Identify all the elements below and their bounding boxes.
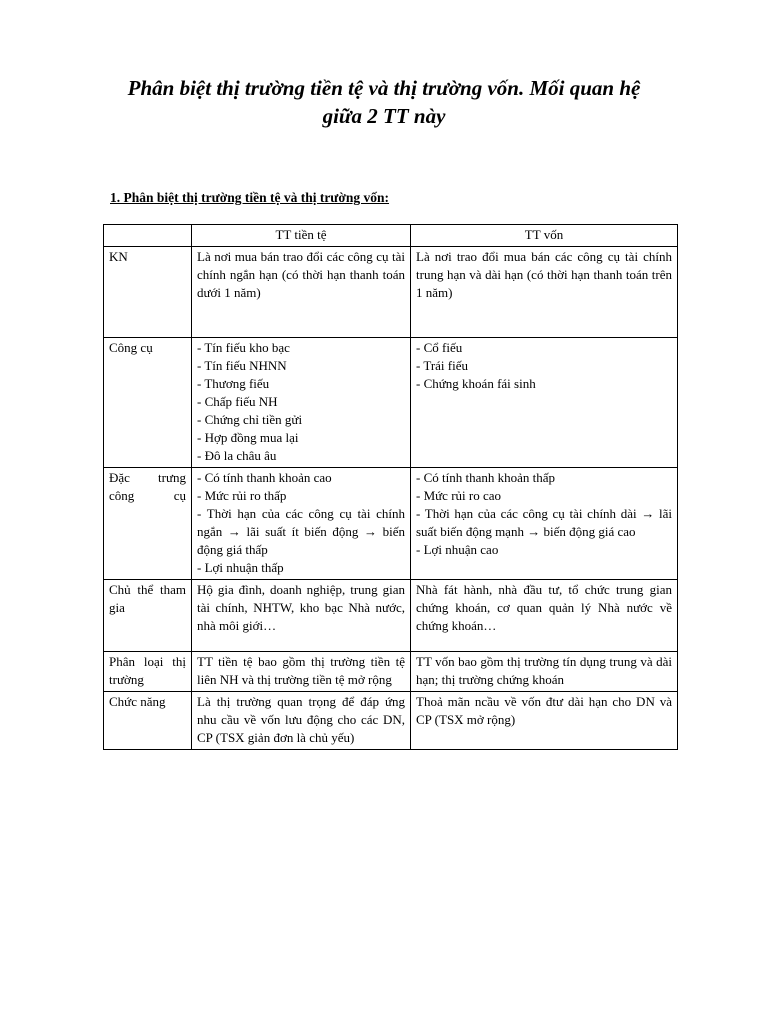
table-row-chu-the <box>104 580 678 652</box>
cell-line: - Có tính thanh khoản thấp <box>416 470 556 485</box>
cell-von <box>411 692 678 750</box>
cell-von <box>411 338 678 468</box>
row-label: Chức năng <box>104 692 192 750</box>
cell-line: Là nơi trao đổi mua bán các công cụ tài chính trung hạn và dài hạn (có thời hạn thanh toán trên 1 năm) <box>416 249 672 300</box>
cell-tien-te <box>192 338 411 468</box>
table-row-chuc-nang <box>104 692 678 750</box>
cell-line: - Trái fiếu <box>416 358 468 373</box>
cell-line: Hộ gia đình, doanh nghiệp, trung gian tài chính, NHTW, kho bạc Nhà nước, nhà môi giới… <box>197 582 405 633</box>
cell-line: - Tín fiếu NHNN <box>197 358 287 373</box>
cell-tien-te <box>192 692 411 750</box>
row-label: Đặc trưng công cụ <box>104 468 192 580</box>
cell-line: Là thị trường quan trọng để đáp ứng nhu cầu về vốn lưu động cho các DN, CP (TSX giản đơn là chủ yếu) <box>197 694 405 745</box>
row-label: Phân loại thị trường <box>104 652 192 692</box>
comparison-table <box>103 224 678 750</box>
table-row-kn <box>104 247 678 338</box>
cell-line: - Chứng chỉ tiền gửi <box>197 412 303 427</box>
cell-tien-te <box>192 580 411 652</box>
cell-line: - Có tính thanh khoản cao <box>197 470 332 485</box>
title-line-1: Phân biệt thị trường tiền tệ và thị trường vốn. Mối quan hệ <box>127 76 641 100</box>
cell-von <box>411 652 678 692</box>
row-label: Công cụ <box>104 338 192 468</box>
row-label: KN <box>104 247 192 338</box>
cell-line: Thoả mãn ncầu về vốn đtư dài hạn cho DN và CP (TSX mở rộng) <box>416 694 672 727</box>
cell-line: TT vốn bao gồm thị trường tín dụng trung và dài hạn; thị trường chứng khoán <box>416 654 672 687</box>
cell-line: - Chứng khoán fái sinh <box>416 376 536 391</box>
cell-line: - Chấp fiếu NH <box>197 394 278 409</box>
cell-von <box>411 580 678 652</box>
cell-line: Nhà fát hành, nhà đầu tư, tổ chức trung gian chứng khoán, cơ quan quản lý Nhà nước về chứng khoán… <box>416 582 672 633</box>
cell-line: - Thương fiếu <box>197 376 270 391</box>
cell-line: - Thời hạn của các công cụ tài chính dài → lãi suất biến động mạnh → biến động giá cao <box>416 506 672 539</box>
document-title <box>100 74 668 130</box>
cell-von <box>411 468 678 580</box>
cell-line: - Đô la châu âu <box>197 448 277 463</box>
table-row-dac-trung <box>104 468 678 580</box>
cell-line: - Thời hạn của các công cụ tài chính ngắn → lãi suất ít biến động → biến động giá thấp <box>197 506 405 557</box>
cell-von <box>411 247 678 338</box>
cell-line: - Cổ fiếu <box>416 340 463 355</box>
table-row-cong-cu <box>104 338 678 468</box>
section-heading: 1. Phân biệt thị trường tiền tệ và thị trường vốn: <box>110 190 390 205</box>
table-row-phan-loai <box>104 652 678 692</box>
cell-line: - Tín fiếu kho bạc <box>197 340 290 355</box>
cell-line: - Mức rủi ro cao <box>416 488 502 503</box>
row-label: Chủ thể tham gia <box>104 580 192 652</box>
header-cell-von: TT vốn <box>411 225 678 247</box>
cell-line: - Lợi nhuận cao <box>416 542 499 557</box>
title-line-2: giữa 2 TT này <box>322 104 446 128</box>
cell-line: - Mức rủi ro thấp <box>197 488 287 503</box>
header-cell-tien-te: TT tiền tệ <box>192 225 411 247</box>
cell-line: TT tiền tệ bao gồm thị trường tiền tệ liên NH và thị trường tiền tệ mở rộng <box>197 654 405 687</box>
cell-tien-te <box>192 468 411 580</box>
cell-line: - Lợi nhuận thấp <box>197 560 284 575</box>
cell-tien-te <box>192 247 411 338</box>
cell-tien-te <box>192 652 411 692</box>
table-header-row <box>104 225 678 247</box>
cell-line: Là nơi mua bán trao đổi các công cụ tài chính ngắn hạn (có thời hạn thanh toán dưới 1 năm) <box>197 249 405 300</box>
header-cell-empty <box>104 225 192 247</box>
cell-line: - Hợp đồng mua lại <box>197 430 299 445</box>
